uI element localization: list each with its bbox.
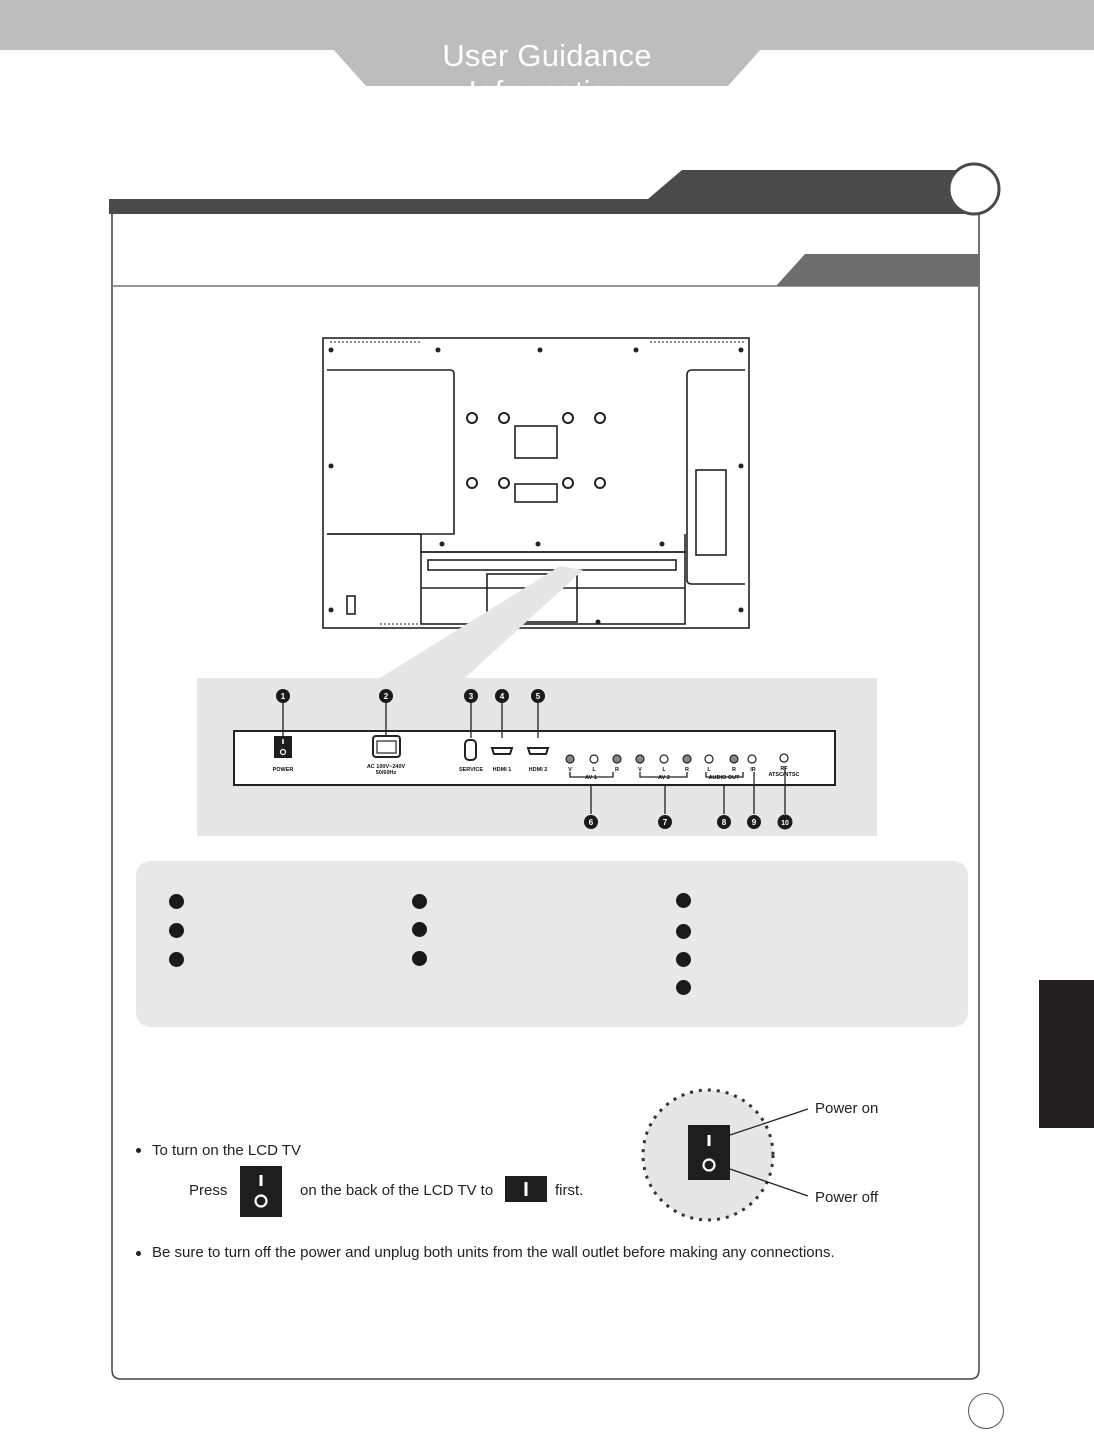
legend-marker-7 (676, 893, 691, 908)
callout-7: 7 (662, 818, 668, 827)
label-audio-l: L (707, 767, 711, 773)
legend-marker-4 (412, 894, 427, 909)
power-off-label: Power off (815, 1189, 879, 1206)
callout-2: 2 (383, 692, 389, 701)
legend-marker-1 (169, 894, 184, 909)
label-audio-r: R (732, 767, 736, 773)
label-av2-l: L (662, 767, 666, 773)
label-hdmi1: HDMI 1 (492, 767, 512, 773)
legend-marker-8 (676, 924, 691, 939)
label-atsc: ATSC/NTSC (768, 772, 800, 778)
page-title: User Guidance Information (442, 38, 652, 109)
legend-box (136, 861, 968, 1027)
label-power: POWER (272, 767, 294, 773)
bullet-dot (136, 1148, 141, 1153)
label-ac-line2: 50/60Hz (375, 770, 397, 776)
label-av1: AV 1 (585, 775, 597, 781)
bullet-dot (136, 1251, 141, 1256)
label-av2-v: V (638, 767, 642, 773)
callout-1: 1 (280, 692, 286, 701)
instruction-safety: Be sure to turn off the power and unplug both units from the wall outlet before making any connections. (152, 1244, 835, 1261)
label-av2: AV 2 (658, 775, 670, 781)
callout-6: 6 (588, 818, 594, 827)
label-rf: RF (780, 766, 788, 772)
label-av1-r: R (615, 767, 619, 773)
press-text: Press (189, 1182, 228, 1199)
label-av2-r: R (685, 767, 689, 773)
switch-instruction: on the back of the LCD TV to (300, 1182, 494, 1199)
callout-9: 9 (751, 818, 757, 827)
label-av1-v: V (568, 767, 572, 773)
connector-diagram (197, 678, 877, 836)
power-switch-icon (240, 1166, 282, 1217)
instruction-turn-on: To turn on the LCD TV (152, 1142, 301, 1159)
legend-marker-2 (169, 923, 184, 938)
callout-4: 4 (499, 692, 505, 701)
callout-5: 5 (535, 692, 541, 701)
callout-10: 10 (781, 820, 789, 827)
side-tab (1039, 980, 1094, 1128)
label-hdmi2: HDMI 2 (528, 767, 548, 773)
legend-marker-5 (412, 922, 427, 937)
legend-marker-10 (676, 980, 691, 995)
power-on-icon (505, 1176, 547, 1202)
label-audio-out: AUDIO OUT (708, 775, 740, 781)
page-number-circle (968, 1393, 1004, 1429)
label-service: SERVICE (458, 767, 484, 773)
power-on-label: Power on (815, 1100, 879, 1117)
callout-8: 8 (721, 818, 727, 827)
label-ac-line1: AC 100V~240V (366, 764, 406, 770)
legend-marker-9 (676, 952, 691, 967)
zoom-wedge (0, 0, 1094, 700)
label-ir: IR (750, 767, 756, 773)
label-av1-l: L (592, 767, 596, 773)
legend-marker-3 (169, 952, 184, 967)
callout-3: 3 (468, 692, 474, 701)
first-text: first. (555, 1182, 584, 1199)
legend-marker-6 (412, 951, 427, 966)
